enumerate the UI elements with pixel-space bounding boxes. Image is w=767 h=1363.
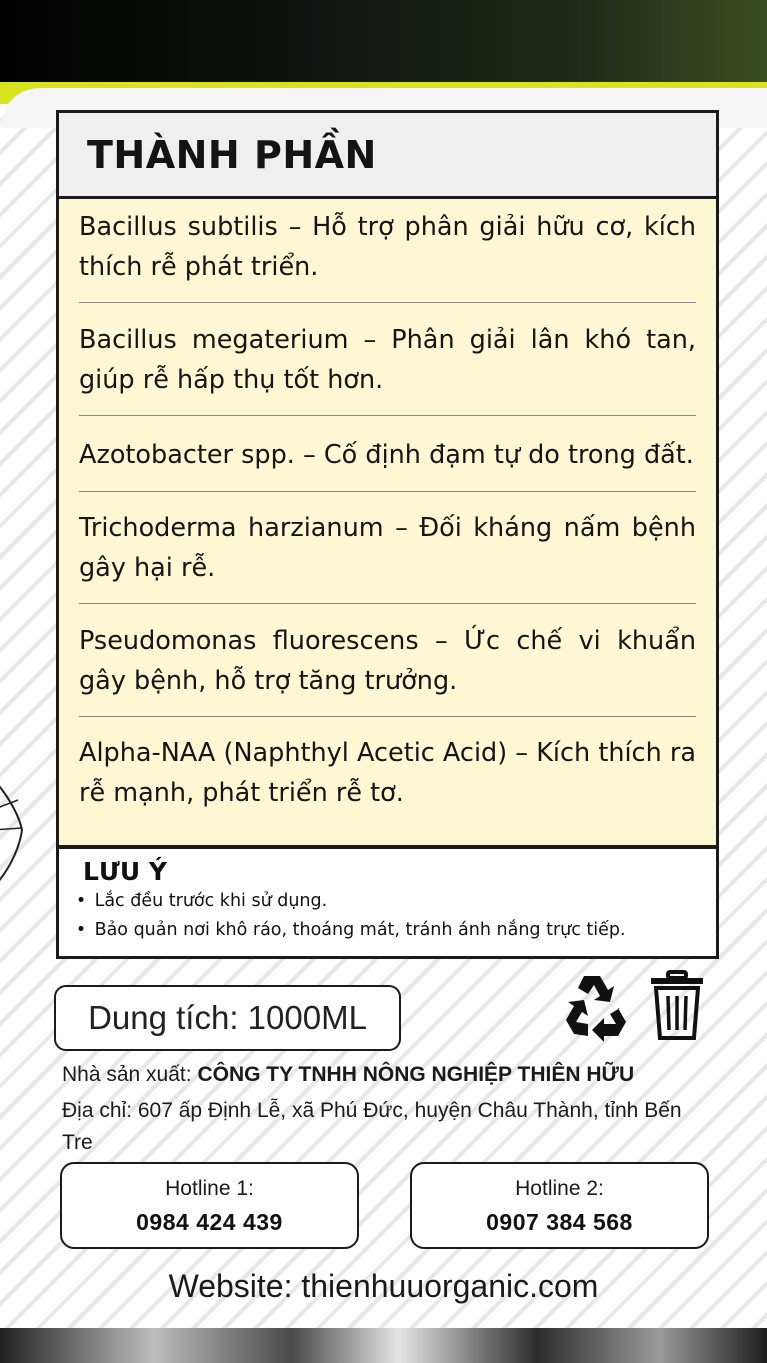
- ingredients-list: [59, 199, 716, 821]
- bullet-icon: •: [75, 920, 87, 940]
- trash-bin-icon: [648, 970, 706, 1040]
- website-text[interactable]: Website: thienhuuorganic.com: [168, 1268, 599, 1304]
- bottom-metal-band: [0, 1328, 767, 1363]
- note-item-text: Lắc đều trước khi sử dụng.: [94, 891, 328, 911]
- manufacturer-address: Địa chỉ: 607 ấp Định Lễ, xã Phú Đức, huyện Châu Thành, tỉnh Bến Tre: [62, 1099, 682, 1154]
- top-accent-stripe: [0, 82, 767, 104]
- ingredient-item: Bacillus subtilis – Hỗ trợ phân giải hữu cơ, kích thích rễ phát triển.: [79, 199, 696, 303]
- ingredients-panel: [56, 110, 719, 848]
- volume-text: Dung tích: 1000ML: [88, 999, 367, 1036]
- note-title: LƯU Ý: [83, 857, 167, 886]
- hotline-label: Hotline 2:: [515, 1177, 604, 1200]
- volume-box: [54, 985, 401, 1051]
- leaf-decoration-icon: [0, 770, 32, 890]
- manufacturer-label: Nhà sản xuất:: [62, 1063, 192, 1086]
- note-item: [73, 916, 706, 945]
- ingredients-header: [59, 113, 716, 199]
- ingredient-item: Trichoderma harzianum – Đối kháng nấm bệnh gây hại rễ.: [79, 492, 696, 604]
- ingredient-item: Pseudomonas fluorescens – Ức chế vi khuẩn gây bệnh, hỗ trợ tăng trưởng.: [79, 604, 696, 717]
- hotline-number[interactable]: 0907 384 568: [486, 1209, 633, 1235]
- bullet-icon: •: [75, 891, 87, 911]
- ingredient-item: Bacillus megaterium – Phân giải lân khó tan, giúp rễ hấp thụ tốt hơn.: [79, 303, 696, 416]
- hotline-number[interactable]: 0984 424 439: [136, 1209, 283, 1235]
- manufacturer-name: CÔNG TY TNHH NÔNG NGHIỆP THIÊN HỮU: [197, 1063, 635, 1086]
- hotline-label: Hotline 1:: [165, 1177, 254, 1200]
- recycle-icon: [560, 972, 632, 1042]
- ingredient-item: Alpha-NAA (Naphthyl Acetic Acid) – Kích thích ra rễ mạnh, phát triển rễ tơ.: [79, 738, 696, 808]
- ingredients-title: THÀNH PHẦN: [87, 132, 377, 177]
- top-dark-band: [0, 0, 767, 92]
- note-box: [56, 846, 719, 959]
- note-item-text: Bảo quản nơi khô ráo, thoáng mát, tránh ánh nắng trực tiếp.: [94, 920, 626, 940]
- hotline-2-box: [410, 1162, 709, 1249]
- hotline-1-box: [60, 1162, 359, 1249]
- manufacturer-line: [62, 1060, 752, 1090]
- note-item: [73, 887, 706, 916]
- ingredient-item: Azotobacter spp. – Cố định đạm tự do trong đất.: [79, 416, 696, 492]
